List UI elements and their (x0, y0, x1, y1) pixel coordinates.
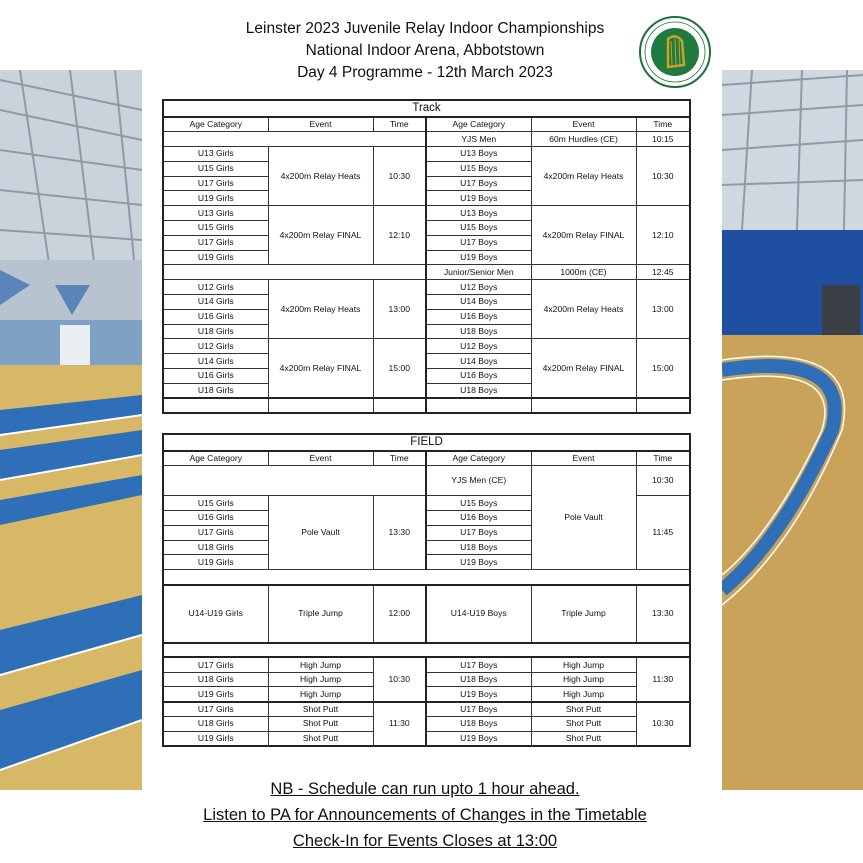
table-row: U17 Girls U17 Boys (163, 525, 690, 540)
schedule-note: NB - Schedule can run upto 1 hour ahead. (270, 780, 580, 798)
col-time: Time (636, 451, 690, 466)
col-time: Time (373, 451, 426, 466)
track-title: Track (163, 100, 690, 117)
table-row: U19 Girls U19 Boys (163, 250, 690, 265)
table-row: YJS Men (CE) Pole Vault 10:30 (163, 466, 690, 496)
table-row: U14-U19 Girls Triple Jump 12:00 U14-U19 Boys Triple Jump 13:30 (163, 585, 690, 643)
table-row: U17 Girls High Jump 10:30 U17 Boys High Jump 11:30 (163, 657, 690, 672)
col-age-category: Age Category (163, 451, 268, 466)
table-row: U13 Girls 4x200m Relay FINAL 12:10 U13 Boys 4x200m Relay FINAL 12:10 (163, 206, 690, 221)
col-age-category: Age Category (426, 451, 531, 466)
athletics-association-seal-icon (638, 15, 712, 89)
table-row: U19 Girls U19 Boys (163, 191, 690, 206)
table-row (163, 398, 690, 413)
check-in-note: Check-In for Events Closes at 13:00 (292, 832, 558, 850)
arena-photo-right (722, 70, 863, 790)
table-row: YJS Men 60m Hurdles (CE) 10:15 (163, 132, 690, 147)
col-age-category: Age Category (163, 117, 268, 132)
col-age-category: Age Category (426, 117, 531, 132)
field-column-headers (163, 451, 690, 466)
table-row: U18 Girls High Jump U18 Boys High Jump (163, 672, 690, 687)
table-row: U17 Girls Shot Putt 11:30 U17 Boys Shot Putt 10:30 (163, 702, 690, 717)
col-event: Event (531, 117, 636, 132)
field-title: FIELD (163, 434, 690, 451)
pa-note: Listen to PA for Announcements of Changes in the Timetable (203, 806, 647, 824)
table-row: U15 Girls U15 Boys (163, 221, 690, 236)
championship-title: Leinster 2023 Juvenile Relay Indoor Championships (245, 20, 605, 37)
arena-photo-left (0, 70, 142, 790)
table-row: U12 Girls 4x200m Relay Heats 13:00 U12 Boys 4x200m Relay Heats 13:00 (163, 280, 690, 295)
table-row: U12 Girls 4x200m Relay FINAL 15:00 U12 Boys 4x200m Relay FINAL 15:00 (163, 339, 690, 354)
field-schedule-table (162, 433, 691, 747)
table-row: Junior/Senior Men 1000m (CE) 12:45 (163, 265, 690, 280)
table-row: U17 Girls U17 Boys (163, 176, 690, 191)
table-row: U16 Girls U16 Boys (163, 511, 690, 526)
track-schedule-table (162, 99, 691, 414)
table-row: U17 Girls U17 Boys (163, 235, 690, 250)
table-row: U16 Girls U16 Boys (163, 369, 690, 384)
programme-date: Day 4 Programme - 12th March 2023 (297, 64, 553, 81)
table-row: U13 Girls 4x200m Relay Heats 10:30 U13 Boys 4x200m Relay Heats 10:30 (163, 147, 690, 162)
col-time: Time (373, 117, 426, 132)
table-row: U15 Girls Pole Vault 13:30 U15 Boys 11:45 (163, 496, 690, 511)
programme-header (160, 18, 690, 84)
table-row: U14 Girls U14 Boys (163, 354, 690, 369)
table-row: U18 Girls U18 Boys (163, 383, 690, 398)
table-row: U16 Girls U16 Boys (163, 309, 690, 324)
col-time: Time (636, 117, 690, 132)
col-event: Event (268, 451, 373, 466)
venue-name: National Indoor Arena, Abbotstown (305, 42, 545, 59)
table-row: U18 Girls U18 Boys (163, 324, 690, 339)
table-row: U18 Girls Shot Putt U18 Boys Shot Putt (163, 717, 690, 732)
table-row: U19 Girls Shot Putt U19 Boys Shot Putt (163, 731, 690, 746)
table-row: U19 Girls High Jump U19 Boys High Jump (163, 687, 690, 702)
programme-notes (160, 776, 690, 854)
col-event: Event (531, 451, 636, 466)
track-column-headers (163, 117, 690, 132)
table-row: U19 Girls U19 Boys (163, 555, 690, 570)
table-row: U14 Girls U14 Boys (163, 295, 690, 310)
col-event: Event (268, 117, 373, 132)
table-row (163, 570, 690, 585)
table-row (163, 643, 690, 658)
table-row: U18 Girls U18 Boys (163, 540, 690, 555)
table-row: U15 Girls U15 Boys (163, 161, 690, 176)
